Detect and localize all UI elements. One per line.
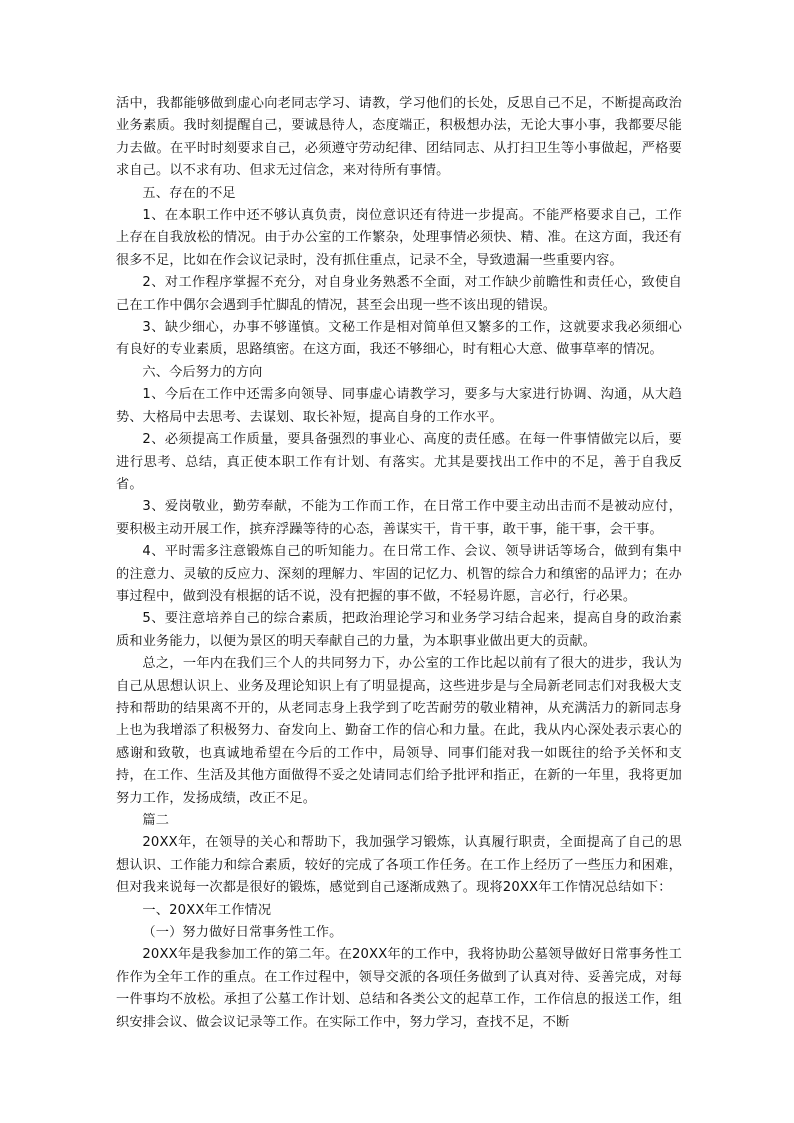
paragraph: 4、平时需多注意锻炼自己的听知能力。在日常工作、会议、领导讲话等场合，做到有集中的注意力、灵敏的反应力、深刻的理解力、牢固的记忆力、机智的综合力和缜密的品评力；在办事过程中，做到没有根据的话不说，没有把握的事不做，不轻易许愿，言必行，行必果。 — [116, 544, 682, 604]
paragraph: 活中，我都能够做到虚心向老同志学习、请教，学习他们的长处，反思自己不足，不断提高政治业务素质。我时刻提醒自己，要诚恳待人，态度端正，积极想办法，无论大事小事，我都要尽能力去做。在平时时刻要求自己，必须遵守劳动纪律、团结同志、从打扫卫生等小事做起，严格要求自己。以不求有功、但求无过信念，来对待所有事情。 — [116, 96, 682, 179]
paragraph: 20XX年是我参加工作的第二年。在20XX年的工作中，我将协助公墓领导做好日常事务性工作作为全年工作的重点。在工作过程中，领导交派的各项任务做到了认真对待、妥善完成，对每一件事均不放松。承担了公墓工作计划、总结和各类公文的起草工作，工作信息的报送工作，组织安排会议、做会议记录等工作。在实际工作中，努力学习，查找不足，不断 — [116, 947, 682, 1030]
paragraph: 五、存在的不足 — [142, 185, 236, 201]
paragraph: （一）努力做好日常事务性工作。 — [142, 925, 343, 941]
paragraph: 一、20XX年工作情况 — [142, 902, 272, 918]
paragraph: 5、要注意培养自己的综合素质，把政治理论学习和业务学习结合起来，提高自身的政治素质和业务能力，以便为景区的明天奉献自己的力量，为本职事业做出更大的贡献。 — [116, 611, 682, 649]
paragraph: 六、今后努力的方向 — [142, 364, 263, 380]
paragraph: 1、今后在工作中还需多向领导、同事虚心请教学习，要多与大家进行协调、沟通，从大趋势、大格局中去思考、去谋划、取长补短，提高自身的工作水平。 — [116, 387, 682, 425]
paragraph: 1、在本职工作中还不够认真负责，岗位意识还有待进一步提高。不能严格要求自己，工作上存在自我放松的情况。由于办公室的工作繁杂，处理事情必须快、精、准。在这方面，我还有很多不足，比如在作会议记录时，没有抓住重点，记录不全，导致遗漏一些重要内容。 — [116, 208, 682, 268]
paragraph: 篇二 — [142, 813, 170, 828]
paragraph: 总之，一年内在我们三个人的共同努力下，办公室的工作比起以前有了很大的进步，我认为自己从思想认识上、业务及理论知识上有了明显提高，这些进步是与全局新老同志们对我极大支持和帮助的结果离不开的，从老同志身上我学到了吃苦耐劳的敬业精神，从充满活力的新同志身上也为我增添了积极努力、奋发向上、勤奋工作的信心和力量。在此，我从内心深处表示衷心的感谢和致敬，也真诚地希望在今后的工作中，局领导、同事们能对我一如既往的给予关怀和支持，在工作、生活及其他方面做得不妥之处请同志们给予批评和指正，在新的一年里，我将更加努力工作，发扬成绩，改正不足。 — [116, 656, 682, 806]
paragraph: 2、必须提高工作质量，要具备强烈的事业心、高度的责任感。在每一件事情做完以后，要进行思考、总结，真正使本职工作有计划、有落实。尤其是要找出工作中的不足，善于自我反省。 — [116, 432, 682, 492]
document-page — [116, 93, 682, 1034]
paragraph: 2、对工作程序掌握不充分，对自身业务熟悉不全面，对工作缺少前瞻性和责任心，致使自己在工作中偶尔会遇到手忙脚乱的情况，甚至会出现一些不该出现的错误。 — [116, 275, 682, 313]
paragraph: 3、爱岗敬业，勤劳奉献，不能为工作而工作，在日常工作中要主动出击而不是被动应付，要积极主动开展工作，摈弃浮躁等待的心态，善谋实干，肯干事，敢干事，能干事，会干事。 — [116, 499, 682, 537]
paragraph: 3、缺少细心，办事不够谨慎。文秘工作是相对简单但又繁多的工作，这就要求我必须细心有良好的专业素质，思路缜密。在这方面，我还不够细心，时有粗心大意、做事草率的情况。 — [116, 320, 682, 358]
paragraph: 20XX年，在领导的关心和帮助下，我加强学习锻炼，认真履行职责，全面提高了自己的思想认识、工作能力和综合素质，较好的完成了各项工作任务。在工作上经历了一些压力和困难，但对我来说每一次都是很好的锻炼，感觉到自己逐渐成熟了。现将20XX年工作情况总结如下： — [116, 835, 682, 896]
